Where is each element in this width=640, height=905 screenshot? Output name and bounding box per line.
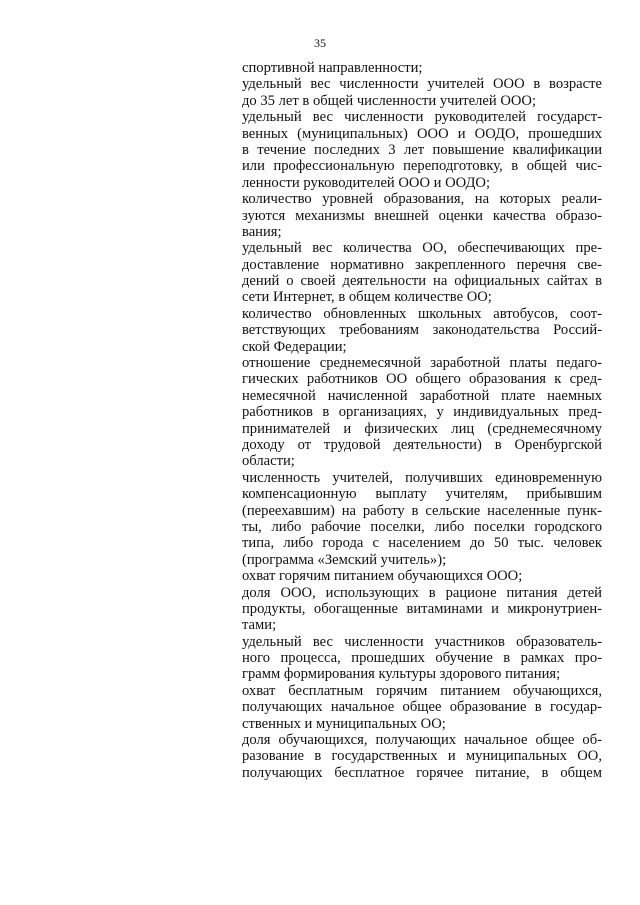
- text-line: или профессиональную переподготовку, в общей чис-: [242, 158, 602, 175]
- text-line: принимателей и физических лиц (среднемесячному: [242, 420, 602, 437]
- text-line: продукты, обогащенные витаминами и микронутриен-: [242, 600, 602, 617]
- text-line: работников в организациях, у индивидуальных пред-: [242, 404, 602, 421]
- text-line: ской Федерации;: [242, 338, 347, 355]
- text-line: отношение среднемесячной заработной платы педаго-: [242, 355, 602, 372]
- text-line: немесячной начисленной заработной плате наемных: [242, 387, 602, 404]
- page-number: 35: [314, 36, 326, 50]
- text-line: области;: [242, 453, 295, 470]
- text-line: грамм формирования культуры здорового питания;: [242, 666, 561, 683]
- text-line: доля обучающихся, получающих начальное общее об-: [242, 732, 602, 749]
- text-line: разование в государственных и муниципальных ОО,: [242, 748, 602, 765]
- text-line: дений о своей деятельности на официальных сайтах в: [242, 273, 602, 290]
- text-line: удельный вес численности руководителей государст-: [242, 109, 602, 126]
- text-line: доля ООО, использующих в рационе питания детей: [242, 584, 602, 601]
- text-line: ветствующих требованиям законодательства Россий-: [242, 322, 602, 339]
- text-line: типа, либо города с населением до 50 тыс. человек: [242, 535, 602, 552]
- text-line: спортивной направленности;: [242, 60, 423, 76]
- text-line: удельный вес численности участников образователь-: [242, 633, 602, 650]
- text-line: численность учителей, получивших единовременную: [242, 469, 602, 486]
- text-line: в течение последних 3 лет повышение квалификации: [242, 141, 602, 158]
- text-line: ственных и муниципальных ОО;: [242, 715, 446, 732]
- text-line: удельный вес количества ОО, обеспечивающих пре-: [242, 240, 602, 257]
- text-line: ного процесса, прошедших обучение в рамках про-: [242, 650, 602, 667]
- text-line: (программа «Земский учитель»);: [242, 551, 447, 568]
- text-line: количество уровней образования, на которых реали-: [242, 191, 602, 208]
- text-line: охват бесплатным горячим питанием обучающихся,: [242, 682, 602, 699]
- text-line: охват горячим питанием обучающихся ООО;: [242, 568, 523, 585]
- text-line: гических работников ОО общего образования к сред-: [242, 371, 602, 388]
- text-line: доставление нормативно закрепленного перечня све-: [242, 256, 602, 273]
- text-line: (переехавшим) на работу в сельские населенные пунк-: [242, 502, 602, 519]
- text-line: вания;: [242, 223, 282, 240]
- text-line: получающих начальное общее образование в государ-: [242, 699, 602, 716]
- text-line: тами;: [242, 617, 277, 634]
- text-line: зуются механизмы внешней оценки качества образо-: [242, 207, 602, 224]
- text-line: ты, либо рабочие поселки, либо поселки городского: [242, 518, 602, 535]
- text-line: до 35 лет в общей численности учителей ООО;: [242, 92, 537, 109]
- text-line: венных (муниципальных) ООО и ООДО, прошедших: [242, 125, 602, 142]
- text-line: получающих бесплатное горячее питание, в общем: [242, 764, 602, 781]
- text-line: доходу от трудовой деятельности) в Оренбургской: [242, 436, 602, 453]
- text-line: количество обновленных школьных автобусов, соот-: [242, 305, 602, 322]
- text-line: сети Интернет, в общем количестве ОО;: [242, 289, 492, 306]
- text-line: ленности руководителей ООО и ООДО;: [242, 174, 491, 191]
- text-line: удельный вес численности учителей ООО в возрасте: [242, 76, 602, 93]
- body-text: [242, 60, 602, 781]
- text-line: компенсационную выплату учителям, прибывшим: [242, 486, 602, 503]
